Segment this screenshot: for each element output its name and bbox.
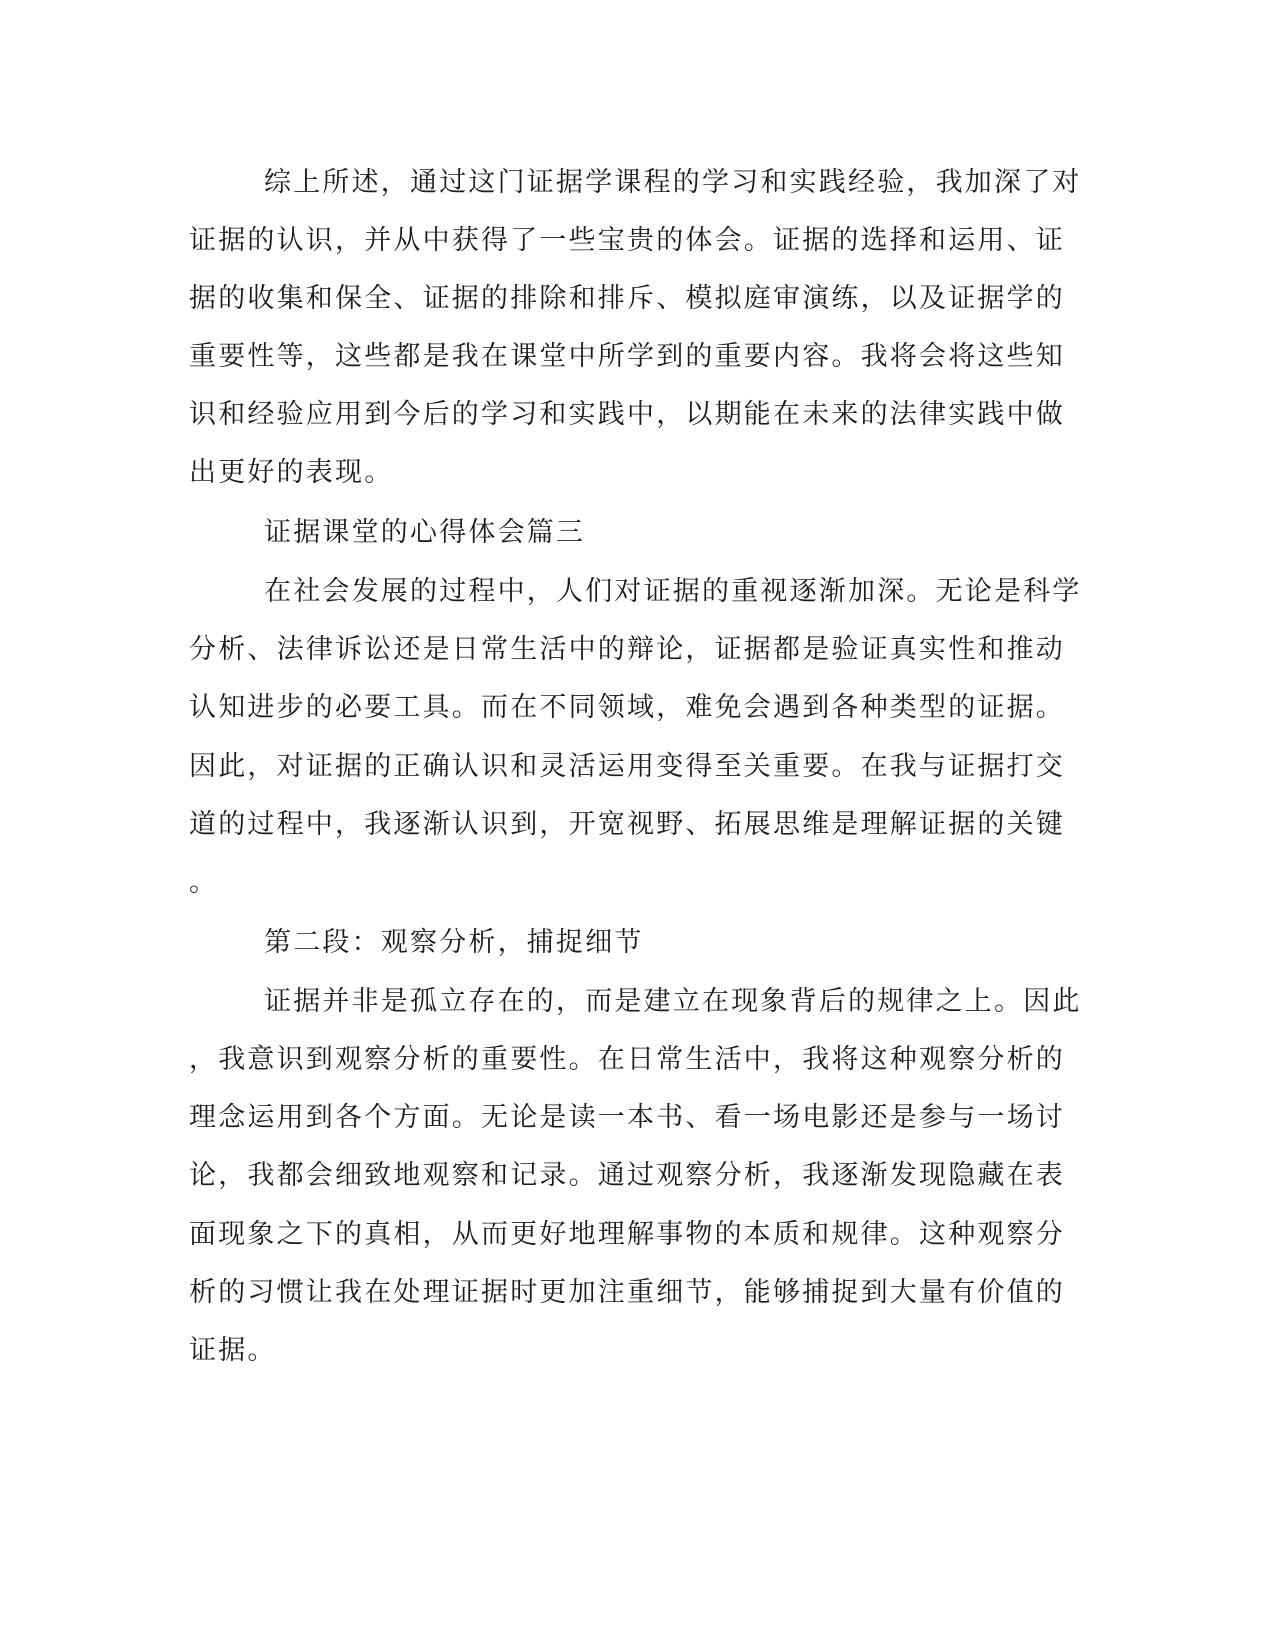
paragraph-intro-line-6: 。 xyxy=(189,867,219,898)
paragraph-observation-line-4: 论，我都会细致地观察和记录。通过观察分析，我逐渐发现隐藏在表 xyxy=(189,1160,1065,1191)
paragraph-intro-line-5: 道的过程中，我逐渐认识到，开宽视野、拓展思维是理解证据的关键 xyxy=(189,809,1065,840)
paragraph-intro-line-2: 分析、法律诉讼还是日常生活中的辩论，证据都是验证真实性和推动 xyxy=(189,634,1065,665)
paragraph-intro-line-1: 在社会发展的过程中，人们对证据的重视逐渐加深。无论是科学 xyxy=(264,576,1082,607)
paragraph-observation-line-2: ，我意识到观察分析的重要性。在日常生活中，我将这种观察分析的 xyxy=(189,1044,1065,1075)
paragraph-intro-line-4: 因此，对证据的正确认识和灵活运用变得至关重要。在我与证据打交 xyxy=(189,751,1065,782)
paragraph-observation-line-3: 理念运用到各个方面。无论是读一本书、看一场电影还是参与一场讨 xyxy=(189,1102,1065,1133)
paragraph-conclusion-line-2: 证据的认识，并从中获得了一些宝贵的体会。证据的选择和运用、证 xyxy=(189,225,1065,256)
paragraph-conclusion-line-3: 据的收集和保全、证据的排除和排斥、模拟庭审演练，以及证据学的 xyxy=(189,283,1065,314)
paragraph-observation-line-7: 证据。 xyxy=(189,1335,277,1366)
paragraph-conclusion-line-6: 出更好的表现。 xyxy=(189,457,394,488)
paragraph-observation-line-6: 析的习惯让我在处理证据时更加注重细节，能够捕捉到大量有价值的 xyxy=(189,1277,1065,1308)
paragraph-conclusion-line-4: 重要性等，这些都是我在课堂中所学到的重要内容。我将会将这些知 xyxy=(189,341,1065,372)
paragraph-conclusion-line-5: 识和经验应用到今后的学习和实践中，以期能在未来的法律实践中做 xyxy=(189,399,1065,430)
paragraph-conclusion-line-1: 综上所述，通过这门证据学课程的学习和实践经验，我加深了对 xyxy=(264,167,1082,198)
paragraph-observation-line-5: 面现象之下的真相，从而更好地理解事物的本质和规律。这种观察分 xyxy=(189,1219,1065,1250)
section-heading-part-two: 第二段：观察分析，捕捉细节 xyxy=(264,927,644,958)
paragraph-observation-line-1: 证据并非是孤立存在的，而是建立在现象背后的规律之上。因此 xyxy=(264,986,1082,1017)
paragraph-intro-line-3: 认知进步的必要工具。而在不同领域，难免会遇到各种类型的证据。 xyxy=(189,692,1065,723)
section-heading-part-three: 证据课堂的心得体会篇三 xyxy=(264,517,586,548)
